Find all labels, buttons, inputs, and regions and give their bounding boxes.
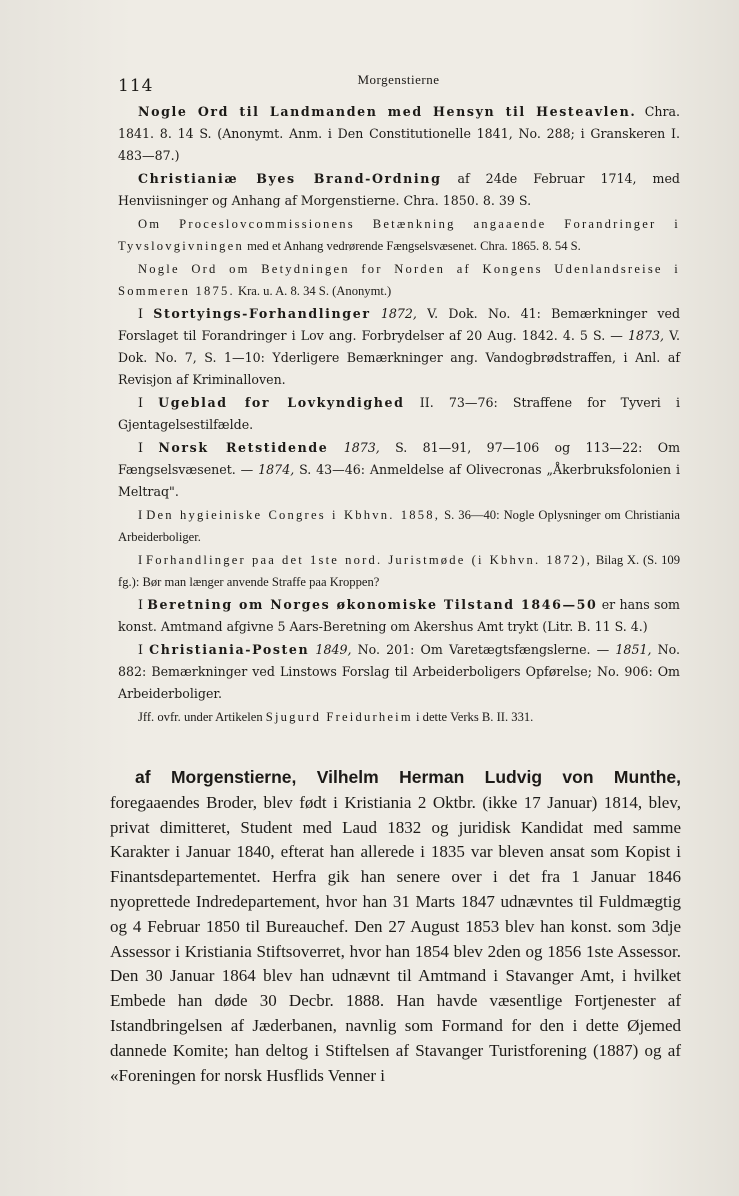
entry-details: S. 36—40: Nogle Oplysninger om Christiania Arbeiderboliger. <box>118 508 680 544</box>
bibliography-entry <box>118 437 680 503</box>
entry-prefix: I <box>138 306 154 321</box>
entry-details-2: V. Dok. No. 7, S. 1—10: Yderligere Bemærkninger ang. Vandogbrødstraffen, i Anl. af Revisjon af Kriminalloven. <box>118 328 680 387</box>
entry-title: Stortyings-Forhandlinger <box>153 306 371 321</box>
entry-details: af 24de Februar 1714, med Henviisninger og Anhang af Morgenstierne. Chra. 1850. 8. 39 S. <box>118 171 680 208</box>
running-head: Morgenstierne <box>357 72 440 87</box>
entry-year-2: 1873, <box>622 328 665 343</box>
entry-title: Christiania-Posten <box>149 642 310 657</box>
entry-details: Kra. u. A. 8. 34 S. (Anonymt.) <box>234 284 392 298</box>
entry-title: Om Proceslovcommissionens Betænkning angaaende Forandringer i Tyvslovgivningen <box>118 217 680 253</box>
entry-details: er hans som konst. Amtmand afgivne 5 Aars-Beretning om Akershus Amt trykt (Litr. B. 11 S. 4.) <box>118 597 680 634</box>
entry-details: No. 201: Om Varetægtsfængslerne. — <box>351 642 610 657</box>
entry-title: Sjugurd Freidurheim <box>265 710 413 724</box>
entry-year: 1872, <box>370 306 417 321</box>
entry-title: Ugeblad for Lovkyndighed <box>158 395 405 410</box>
entry-year: 1873, <box>328 440 380 455</box>
bibliography-entry <box>118 504 680 548</box>
entry-details: Bilag X. (S. 109 fg.): Bør man længer anvende Straffe paa Kroppen? <box>118 553 681 589</box>
bibliography-entry <box>118 706 680 728</box>
entry-title: Nogle Ord om Betydningen for Norden af Kongens Udenlandsreise i Sommeren 1875. <box>118 262 680 298</box>
entry-year: 1849, <box>309 642 352 657</box>
entry-title: Nogle Ord til Landmanden med Hensyn til Hesteavlen. <box>138 104 637 119</box>
bibliography-entry <box>118 549 680 593</box>
entry-details: V. Dok. No. 41: Bemærkninger ved Forslaget til Forandringer i Lov ang. Forbrydelser af 20 Aug. 1842. 4. 5 S. — <box>118 306 681 343</box>
page-number: 114 <box>118 76 154 96</box>
entry-title: Beretning om Norges økonomiske Tilstand 1846—50 <box>147 597 598 612</box>
entry-details: i dette Verks B. II. 331. <box>412 710 534 724</box>
entry-prefix: I <box>138 597 148 612</box>
bibliography-entry <box>118 392 680 436</box>
bibliography-list <box>118 101 680 729</box>
entry-year-2: 1874, <box>253 462 295 477</box>
entry-title: Forhandlinger paa det 1ste nord. Juristmøde (i Kbhvn. 1872), <box>146 553 593 567</box>
entry-prefix: I <box>138 440 159 455</box>
bibliography-entry <box>118 168 680 212</box>
bibliography-entry <box>118 213 680 257</box>
entry-prefix: I <box>138 642 150 657</box>
bibliography-entry <box>118 594 680 638</box>
bibliography-entry <box>118 258 680 302</box>
entry-prefix: I <box>138 553 146 567</box>
entry-prefix: I <box>138 508 147 522</box>
entry-prefix: Jff. ovfr. under Artikelen <box>138 710 266 724</box>
entry-details: S. 81—91, 97—106 og 113—22: Om Fængselsvæsenet. — <box>118 440 681 477</box>
entry-year-2: 1851, <box>609 642 652 657</box>
article-paragraph <box>110 765 681 1088</box>
entry-details: II. 73—76: Straffene for Tyveri i Gjentagelsestilfælde. <box>118 395 680 432</box>
article-body: foregaaendes Broder, blev født i Kristiania 2 Oktbr. (ikke 17 Januar) 1814, blev, privat dimitteret, Student med Laud 1832 og juridisk Kandidat med samme Karakter i Januar 1840, efterat han allerede i 1835 var bleven ansat som Kopist i Finantsdepartementet. Herfra gik han senere over i det fra 1 Januar 1846 nyoprettede Indredepartement, hvor han 31 Marts 1847 udnævntes til Fuldmægtig og 4 Februar 1850 til Bureauchef. Den 27 August 1853 blev han konst. som 3dje Assessor i Kristiania Stiftsoverret, hvor han 1854 blev 2den og 1856 1ste Assessor. Den 30 Januar 1864 blev han udnævnt til Amtmand i Stavanger Amt, i hvilket Embede han døde 30 Decbr. 1888. Han havde væsentlige Fortjenester af Istandbringelsen af Jæderbanen, navnlig som Formand for den i dette Øjemed dannede Komite; han deltog i Stiftelsen af Stavanger Turistforening (1887) og af «Foreningen for norsk Husflids Venner i <box>110 792 681 1085</box>
bibliography-entry <box>118 101 680 167</box>
entry-title: Norsk Retstidende <box>158 440 329 455</box>
entry-details: Chra. 1841. 8. 14 S. (Anonymt. Anm. i Den Constitutionelle 1841, No. 288; i Granskeren I. 483—87.) <box>118 104 680 163</box>
bibliography-entry <box>118 639 680 705</box>
entry-prefix: I <box>138 395 159 410</box>
biography-article <box>110 765 681 1088</box>
entry-details-2: S. 43—46: Anmeldelse af Olivecronas „Åkerbruksfolonien i Meltraq". <box>118 462 680 499</box>
entry-details-2: No. 882: Bemærkninger ved Linstows Forslag til Arbeiderboligers Opførelse; No. 906: Om Arbeiderboliger. <box>118 642 680 701</box>
article-heading: af Morgenstierne, Vilhelm Herman Ludvig von Munthe, <box>135 767 681 787</box>
entry-title: Christianiæ Byes Brand-Ordning <box>138 171 442 186</box>
entry-title: Den hygieiniske Congres i Kbhvn. 1858, <box>146 508 441 522</box>
entry-details: med et Anhang vedrørende Fængselsvæsenet. Chra. 1865. 8. 54 S. <box>243 239 581 253</box>
page-header <box>118 72 679 96</box>
bibliography-entry <box>118 303 680 391</box>
